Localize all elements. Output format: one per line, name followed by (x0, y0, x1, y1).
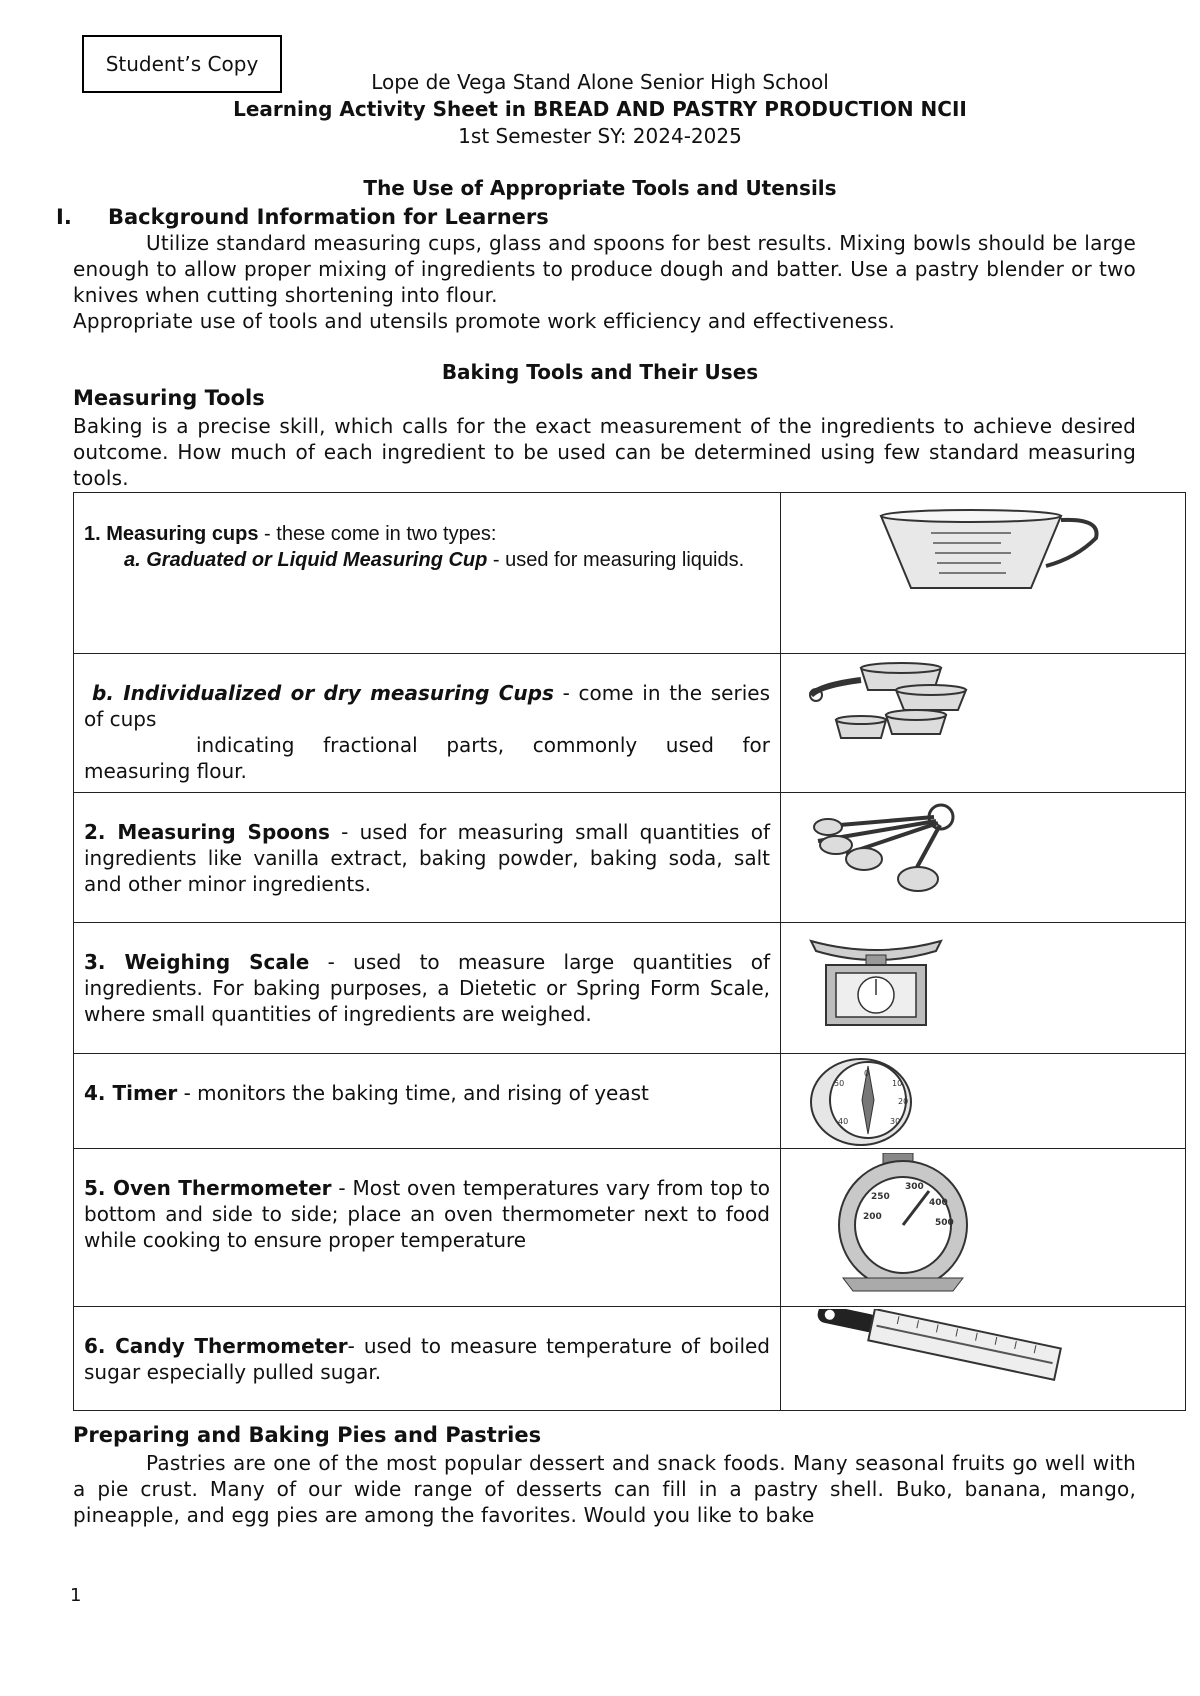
tool-description (74, 1149, 781, 1307)
svg-text:30: 30 (890, 1117, 901, 1126)
page-number: 1 (70, 1585, 82, 1606)
svg-text:400: 400 (929, 1198, 948, 1208)
tool-desc: - used to measure large quantities of ingredients. For baking purposes, a Dietetic or Spring Form Scale, where small quantities of ingredients are weighed. (84, 950, 770, 1026)
tool-sub-name: a. Graduated or Liquid Measuring Cup (124, 549, 488, 571)
table-row (74, 1307, 1186, 1411)
measuring-spoons-icon (806, 799, 966, 899)
weighing-scale-icon (806, 929, 946, 1029)
tool-description (74, 1054, 781, 1149)
svg-text:20: 20 (898, 1097, 909, 1106)
tool-image-cell (781, 793, 1186, 923)
svg-text:200: 200 (863, 1212, 882, 1222)
tool-description (74, 654, 781, 793)
section-number: I. (56, 205, 72, 229)
tool-name: 2. Measuring Spoons (84, 820, 330, 844)
tool-image-cell (781, 1054, 1186, 1149)
lesson-title: The Use of Appropriate Tools and Utensils (363, 176, 837, 200)
table-row (74, 493, 1186, 654)
candy-thermometer-icon (813, 1309, 1063, 1394)
tool-description (74, 493, 781, 654)
tool-name: b. Individualized or dry measuring Cups (92, 681, 554, 705)
tool-desc: - Most oven temperatures vary from top to bottom and side to side; place an oven thermometer next to food while cooking to ensure proper temperature (84, 1176, 771, 1252)
dry-measuring-cups-icon (806, 660, 986, 760)
tool-description (74, 923, 781, 1054)
tool-desc: - these come in two types: (258, 523, 497, 545)
tool-desc: - come in the series of cups (84, 681, 770, 731)
svg-text:50: 50 (834, 1079, 845, 1088)
oven-thermometer-icon (823, 1153, 993, 1293)
sheet-title: Learning Activity Sheet in BREAD AND PASTRY PRODUCTION NCII (233, 97, 967, 121)
pies-title: Preparing and Baking Pies and Pastries (73, 1423, 542, 1447)
school-name: Lope de Vega Stand Alone Senior High School (371, 70, 829, 94)
tool-desc: - used for measuring small quantities of ingredients like vanilla extract, baking powder, baking soda, salt and other minor ingredients. (84, 820, 770, 896)
measuring-tools-intro: Baking is a precise skill, which calls for the exact measurement of the ingredients to achieve desired outcome. How much of each ingredient to be used can be determined using few standard measuring tools. (73, 414, 1136, 490)
pies-paragraph: Pastries are one of the most popular dessert and snack foods. Many seasonal fruits go well with a pie crust. Many of our wide range of desserts can fill in a pastry shell. Buko, banana, mango, pineapple, and egg pies are among the favorites. Would you like to bake (73, 1451, 1136, 1527)
timer-icon (806, 1056, 916, 1148)
tool-image-cell (781, 493, 1186, 654)
table-row (74, 923, 1186, 1054)
tool-image-cell (781, 923, 1186, 1054)
svg-text:250: 250 (871, 1192, 890, 1202)
svg-text:300: 300 (905, 1182, 924, 1192)
svg-text:0: 0 (864, 1069, 870, 1078)
tool-image-cell (781, 1149, 1186, 1307)
tool-image-cell (781, 654, 1186, 793)
tool-sub-desc: - used for measuring liquids. (487, 549, 745, 571)
table-row (74, 1054, 1186, 1149)
semester-line: 1st Semester SY: 2024-2025 (458, 124, 742, 148)
table-row (74, 1149, 1186, 1307)
tool-name: 5. Oven Thermometer (84, 1176, 332, 1200)
tool-name: 3. Weighing Scale (84, 950, 310, 974)
svg-text:500: 500 (935, 1218, 954, 1228)
tools-table (73, 492, 1186, 1411)
baking-tools-title: Baking Tools and Their Uses (441, 360, 759, 384)
tool-desc: - monitors the baking time, and rising of yeast (177, 1081, 649, 1105)
table-row (74, 654, 1186, 793)
section-heading (56, 205, 549, 229)
measuring-tools-title: Measuring Tools (73, 386, 265, 410)
efficiency-paragraph: Appropriate use of tools and utensils promote work efficiency and effectiveness. (73, 309, 895, 333)
tool-name: 1. Measuring cups (84, 523, 259, 545)
svg-text:40: 40 (838, 1117, 849, 1126)
tool-description (74, 1307, 781, 1411)
tool-name: 4. Timer (84, 1081, 178, 1105)
table-row (74, 793, 1186, 923)
liquid-measuring-cup-icon (871, 508, 1101, 598)
students-copy-stamp: Student’s Copy (82, 35, 282, 93)
tool-image-cell (781, 1307, 1186, 1411)
tool-name: 6. Candy Thermometer (84, 1334, 348, 1358)
background-paragraph: Utilize standard measuring cups, glass and spoons for best results. Mixing bowls should be large enough to allow proper mixing of ingredients to produce dough and batter. Use a pastry blender or two knives when cutting shortening into flour. (73, 231, 1136, 307)
svg-text:10: 10 (892, 1079, 903, 1088)
section-title: Background Information for Learners (108, 205, 549, 229)
tool-desc-2: indicating fractional parts, commonly used for measuring flour. (84, 733, 770, 783)
tool-description (74, 793, 781, 923)
tool-desc: - used to measure temperature of boiled sugar especially pulled sugar. (84, 1334, 770, 1384)
